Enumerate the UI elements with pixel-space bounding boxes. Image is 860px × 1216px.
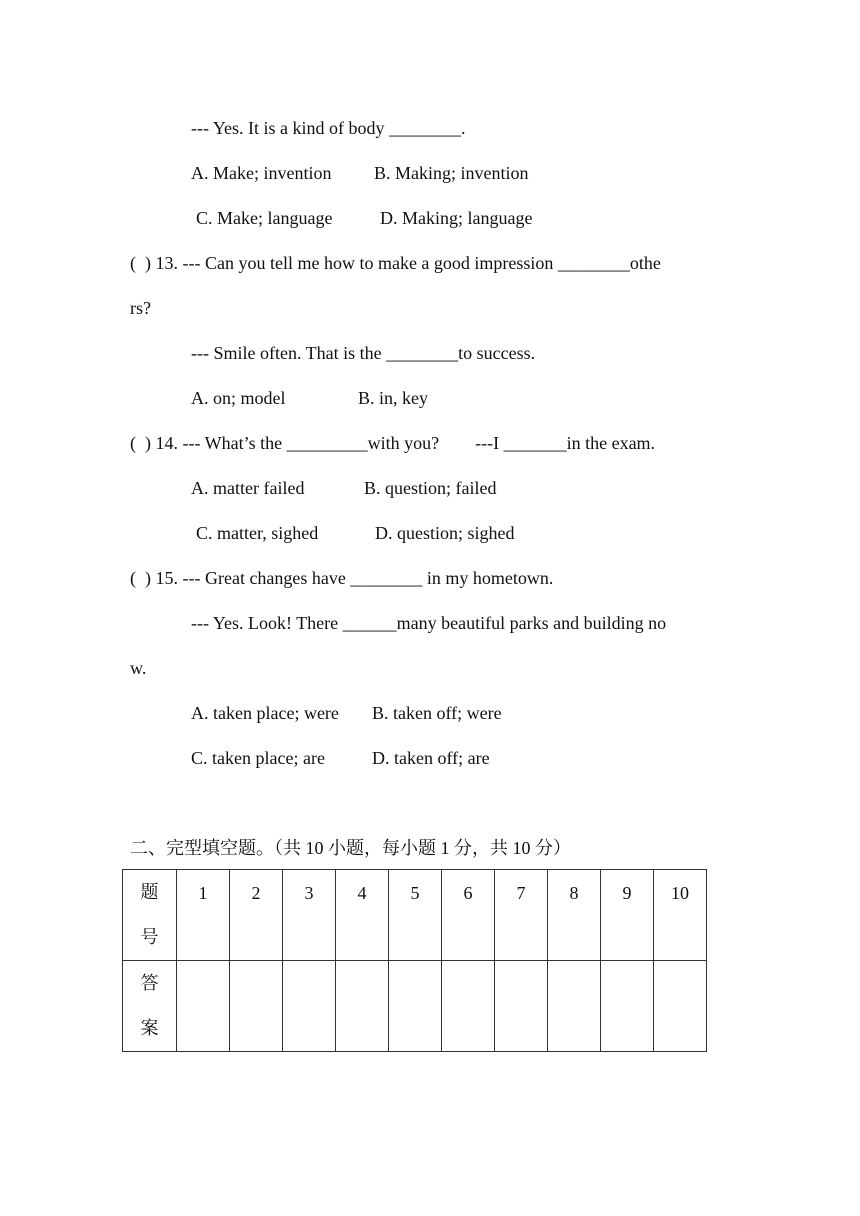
section-2-title: 二、完型填空题。（共 10 小题，每小题 1 分，共 10 分） [130,838,571,858]
question-number: 10 [671,883,689,903]
answer-cell-8[interactable] [548,961,601,1052]
q15-option-d: D. taken off; are [372,748,490,768]
answer-cell-10[interactable] [654,961,707,1052]
header-char: 答 [140,973,159,993]
q13-option-b: B. in, key [358,388,428,408]
number-cell [389,870,442,961]
answer-cell-3[interactable] [283,961,336,1052]
q13-question-wrap: rs? [130,298,151,318]
question-number: 9 [622,883,632,903]
q14-option-a: A. matter failed [191,478,305,498]
q15-option-c: C. taken place; are [191,748,325,768]
q12-option-c: C. Make; language [196,208,333,228]
answer-table [122,869,707,1052]
number-cell [601,870,654,961]
number-cell [177,870,230,961]
question-number: 6 [463,883,473,903]
q12-answer-line: --- Yes. It is a kind of body ________. [191,118,466,138]
answer-cell-1[interactable] [177,961,230,1052]
answer-table-answer-row [123,961,707,1052]
q15-option-b: B. taken off; were [372,703,502,723]
answer-header [123,961,177,1052]
q14-option-d: D. question; sighed [375,523,515,543]
number-cell [230,870,283,961]
answer-table-number-row [123,870,707,961]
question-number: 1 [198,883,208,903]
number-cell [654,870,707,961]
q14-option-c: C. matter, sighed [196,523,319,543]
q15-question: ( ) 15. --- Great changes have ________ in my hometown. [130,568,554,588]
q13-option-a: A. on; model [191,388,286,408]
q14-question: ( ) 14. --- What’s the _________with you? ---I _______in the exam. [130,433,656,453]
question-number: 4 [357,883,367,903]
number-cell [495,870,548,961]
q15-answer-line-wrap: w. [130,658,147,678]
q13-answer-line: --- Smile often. That is the ________to success. [191,343,536,363]
number-cell [442,870,495,961]
q12-option-d: D. Making; language [380,208,533,228]
answer-cell-9[interactable] [601,961,654,1052]
answer-cell-6[interactable] [442,961,495,1052]
question-number: 3 [304,883,314,903]
q12-option-b: B. Making; invention [374,163,529,183]
question-number-header [123,870,177,961]
q13-question: ( ) 13. --- Can you tell me how to make a good impression ________othe [130,253,661,273]
number-cell [548,870,601,961]
question-number: 5 [410,883,420,903]
answer-cell-5[interactable] [389,961,442,1052]
answer-cell-4[interactable] [336,961,389,1052]
q15-option-a: A. taken place; were [191,703,339,723]
number-cell [336,870,389,961]
q14-option-b: B. question; failed [364,478,497,498]
question-number: 2 [251,883,261,903]
q15-answer-line: --- Yes. Look! There ______many beautiful parks and building no [191,613,667,633]
q12-option-a: A. Make; invention [191,163,332,183]
question-number: 8 [569,883,579,903]
answer-cell-7[interactable] [495,961,548,1052]
header-char: 号 [140,927,159,947]
answer-cell-2[interactable] [230,961,283,1052]
header-char: 题 [140,882,159,902]
number-cell [283,870,336,961]
header-char: 案 [140,1018,159,1038]
question-number: 7 [516,883,526,903]
